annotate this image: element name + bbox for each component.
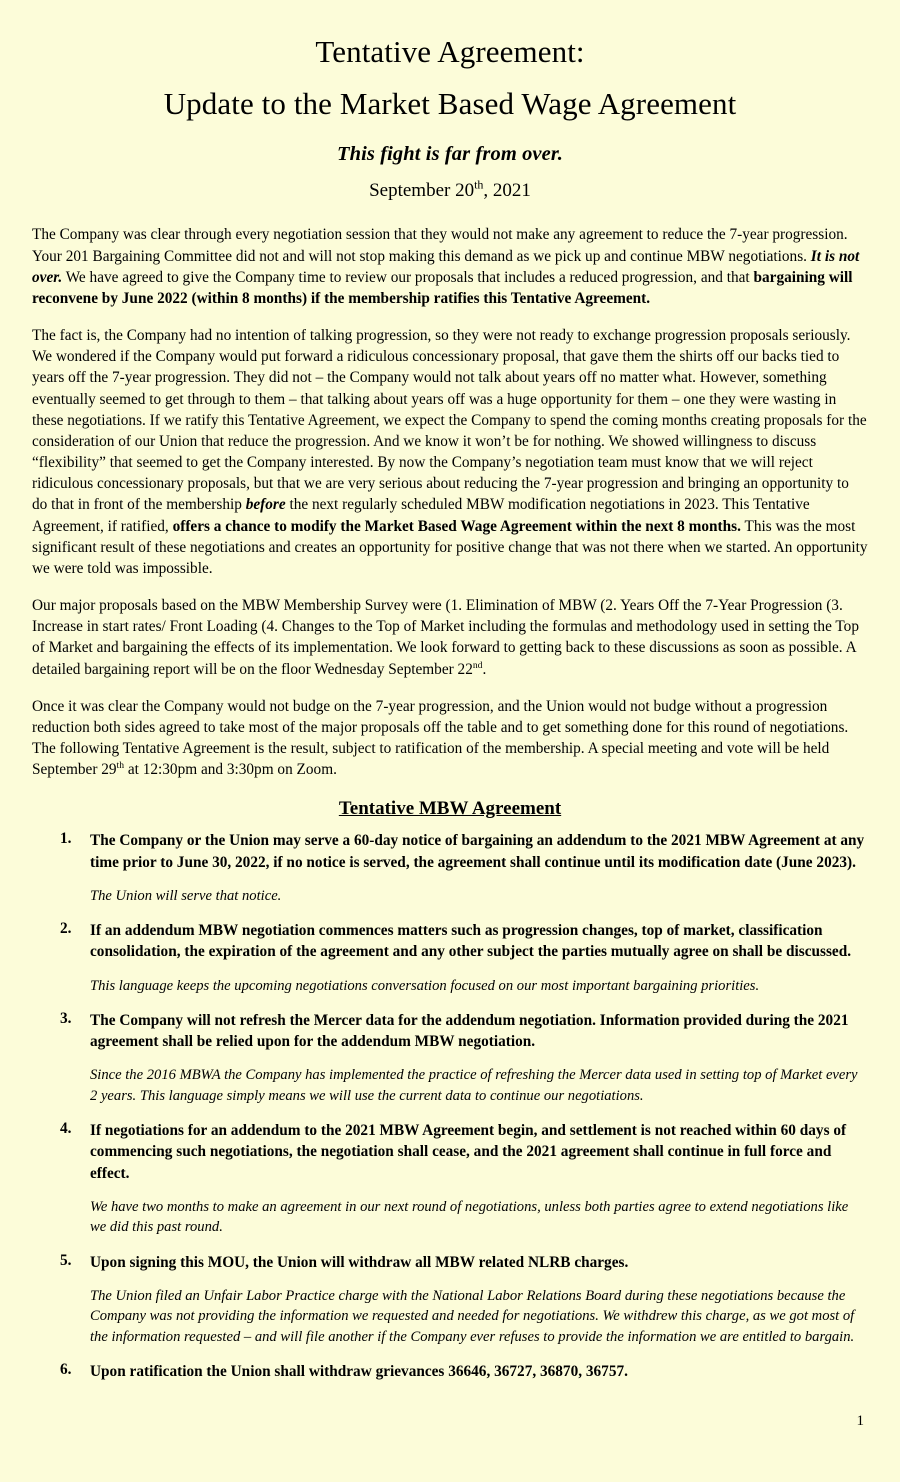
p1-segment-1: The Company was clear through every negotiation session that they would not make any agreement to reduce the 7-year progression. Your 201 Bargaining Committee did not and will not stop making this demand as we pick up and continue MBW negotiations. xyxy=(32,226,848,265)
p3-segment-1: Our major proposals based on the MBW Membership Survey were (1. Elimination of MBW (2. Years Off the 7-Year Progression (3. Increase in start rates/ Front Loading (4. Changes to the Top of Market including the formulas and methodology used in setting the Top of Market and bargaining the effects of its implementation. We look forward to getting back to these discussions as soon as possible. A detailed bargaining report will be on the floor Wednesday September 22 xyxy=(32,597,859,678)
p4-segment-1: Once it was clear the Company would not budge on the 7-year progression, and the Union would not budge without a progression reduction both sides agreed to take most of the major proposals off the table and to get something done for this round of negotiations. The following Tentative Agreement is the result, subject to ratification of the membership. A special meeting and vote will be held September 29 xyxy=(32,697,849,779)
list-item-note: The Union filed an Unfair Labor Practice charge with the National Labor Relations Board during these negotiations because the Company was not providing the information we requested and needed for negotiations. We withdrew this charge, as we got most of the information requested – and will file another if the Company ever refuses to provide the information we are entitled to bargain. xyxy=(90,1287,855,1345)
p3-ordinal-suffix: nd xyxy=(472,659,483,671)
document-date xyxy=(32,180,868,202)
list-item-text: The Company will not refresh the Mercer data for the addendum negotiation. Information provided during the 2021 agreement shall be relied upon for the addendum MBW negotiation. xyxy=(90,1012,849,1051)
p2-segment-1: The fact is, the Company had no intention of talking progression, so they were not ready to exchange progression proposals seriously. We wondered if the Company would put forward a ridiculous concessionary proposal, that gave them the shirts off our backs tied to years off the 7-year progression. They did not – the Company would not talk about years off no matter what. However, something eventually seemed to get through to them – that talking about years off was a huge opportunity for them – one they were wasting in these negotiations. If we ratify this Tentative Agreement, we expect the Company to spend the coming months creating proposals for the consideration of our Union that reduce the progression. And we know it won’t be for nothing. We showed willingness to discuss “flexibility” that seemed to get the Company interested. By now the Company’s negotiation team must know that we will reject ridiculous concessionary proposals, but that we are very serious about reducing the 7-year progression and bringing an opportunity to do that in front of the membership xyxy=(32,327,867,514)
list-item xyxy=(32,1120,868,1237)
date-ordinal-suffix: th xyxy=(474,178,484,193)
paragraph-1 xyxy=(32,224,868,309)
list-item xyxy=(32,830,868,906)
list-item-text: The Company or the Union may serve a 60-day notice of bargaining an addendum to the 2021 MBW Agreement at any time prior to June 30, 2022, if no notice is served, the agreement shall continue until its modification date (June 2023). xyxy=(90,832,865,871)
p2-segment-5: This was the most significant result of these negotiations and creates an opportunity for positive change that was not there when we started. An opportunity we were told was impossible. xyxy=(32,517,868,577)
p1-emphasis-it-is-not-over: It is not over. xyxy=(32,247,860,286)
paragraph-4 xyxy=(32,696,868,781)
list-item xyxy=(32,920,868,996)
p1-segment-3: We have agreed to give the Company time to review our proposals that includes a reduced progression, and that xyxy=(62,268,754,286)
list-item-text: Upon signing this MOU, the Union will withdraw all MBW related NLRB charges. xyxy=(90,1253,629,1271)
list-item-note: Since the 2016 MBWA the Company has implemented the practice of refreshing the Mercer data used in setting top of Market every 2 years. This language simply means we will use the current data to continue our negotiations. xyxy=(90,1067,858,1104)
p2-bold-modify-clause: offers a chance to modify the Market Based Wage Agreement within the next 8 months. xyxy=(172,517,741,535)
paragraph-3 xyxy=(32,595,868,680)
list-item-number: 1. xyxy=(60,830,72,848)
document-subtitle: This fight is far from over. xyxy=(336,143,564,166)
paragraph-2 xyxy=(32,325,868,579)
p4-ordinal-suffix: th xyxy=(116,760,125,772)
p4-segment-3: at 12:30pm and 3:30pm on Zoom. xyxy=(124,761,337,779)
list-item-number: 2. xyxy=(60,920,72,938)
list-item-note: We have two months to make an agreement in our next round of negotiations, unless both parties agree to extend negotiations like we did this past round. xyxy=(90,1198,849,1236)
document-title-line-2: Update to the Market Based Wage Agreement xyxy=(163,85,737,121)
agreement-items-list xyxy=(32,830,868,1382)
p3-segment-3: . xyxy=(482,660,487,678)
list-item xyxy=(32,1252,868,1347)
list-item-number: 5. xyxy=(60,1251,72,1269)
p1-bold-reconvene-clause: bargaining will reconvene by June 2022 (within 8 months) if the membership ratifies this Tentative Agreement. xyxy=(32,268,853,307)
list-item-text: If an addendum MBW negotiation commences matters such as progression changes, top of market, classification consolidation, the expiration of the agreement and any other subject the parties mutually agree on shall be discussed. xyxy=(90,922,852,961)
p2-segment-3: the next regularly scheduled MBW modification negotiations in 2023. This Tentative Agreement, if ratified, xyxy=(32,496,810,535)
list-item-number: 6. xyxy=(60,1360,72,1378)
date-prefix: September 20 xyxy=(369,180,475,202)
list-item-number: 4. xyxy=(60,1120,72,1138)
p2-emphasis-before: before xyxy=(245,496,286,514)
list-item-note: This language keeps the upcoming negotiations conversation focused on our most important bargaining priorities. xyxy=(90,977,760,994)
section-heading-tentative-mbw-agreement: Tentative MBW Agreement xyxy=(338,798,562,820)
document-title-line-1: Tentative Agreement: xyxy=(315,34,585,69)
page-number: 1 xyxy=(856,1413,864,1429)
list-item xyxy=(32,1010,868,1106)
list-item-note: The Union will serve that notice. xyxy=(90,887,282,904)
list-item xyxy=(32,1361,868,1382)
list-item-number: 3. xyxy=(60,1010,72,1027)
date-year: , 2021 xyxy=(483,180,531,202)
list-item-text: If negotiations for an addendum to the 2021 MBW Agreement begin, and settlement is not reached within 60 days of commencing such negotiations, the negotiation shall cease, and the 2021 agreement shall continue in full force and effect. xyxy=(90,1122,847,1182)
list-item-text: Upon ratification the Union shall withdraw grievances 36646, 36727, 36870, 36757. xyxy=(90,1362,628,1380)
